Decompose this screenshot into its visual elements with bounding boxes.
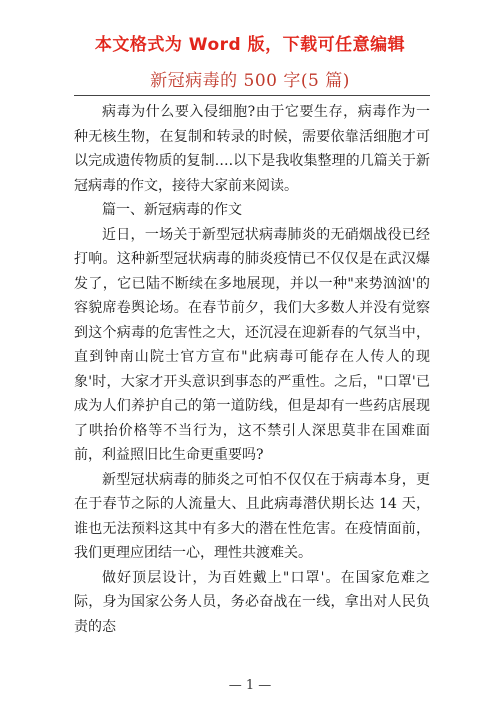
document-body xyxy=(74,100,430,639)
intro-paragraph: 病毒为什么要入侵细胞?由于它要生存，病毒作为一种无核生物，在复制和转录的时候，需要依靠活细胞才可以完成遗传物质的复制….以下是我收集整理的几篇关于新冠病毒的作文，接待大家前来阅读。 xyxy=(74,104,430,194)
download-banner: 本文格式为 Word 版，下载可任意编辑 xyxy=(94,35,406,55)
section-heading: 篇一、新冠病毒的作文 xyxy=(102,202,242,218)
body-paragraph: 做好顶层设计，为百姓戴上"口罩'。在国家危难之际，身为国家公务人员，务必奋战在一线，拿出对人民负责的态 xyxy=(74,569,430,635)
body-paragraph: 新型冠状病毒的肺炎之可怕不仅仅在于病毒本身，更在于春节之际的人流量大、且此病毒潜伏期长达 14 天，谁也无法预料这其中有多大的潜在性危害。在疫情面前，我们更理应团结一心，理性共渡难关。 xyxy=(74,471,430,561)
title-divider xyxy=(74,95,430,96)
body-paragraph: 近日，一场关于新型冠状病毒肺炎的无硝烟战役已经打响。这种新型冠状病毒的肺炎疫情已不仅仅是在武汉爆发了，它已陆不断续在多地展现，并以一种"来势汹汹'的容貌席卷舆论场。在春节前夕，我们大多数人并没有觉察到这个病毒的危害性之大，还沉浸在迎新春的气氛当中，直到钟南山院士官方宣布"此病毒可能存在人传人的现象'时，大家才开头意识到事态的严重性。之后，"口罩'已成为人们养护自己的第一道防线，但是却有一些药店展现了哄抬价格等不当行为，这不禁引人深思莫非在国难面前，利益照旧比生命更重要吗? xyxy=(74,226,430,463)
page-number: — 1 — xyxy=(228,678,272,693)
document-title: 新冠病毒的 500 字(5 篇) xyxy=(150,71,350,91)
